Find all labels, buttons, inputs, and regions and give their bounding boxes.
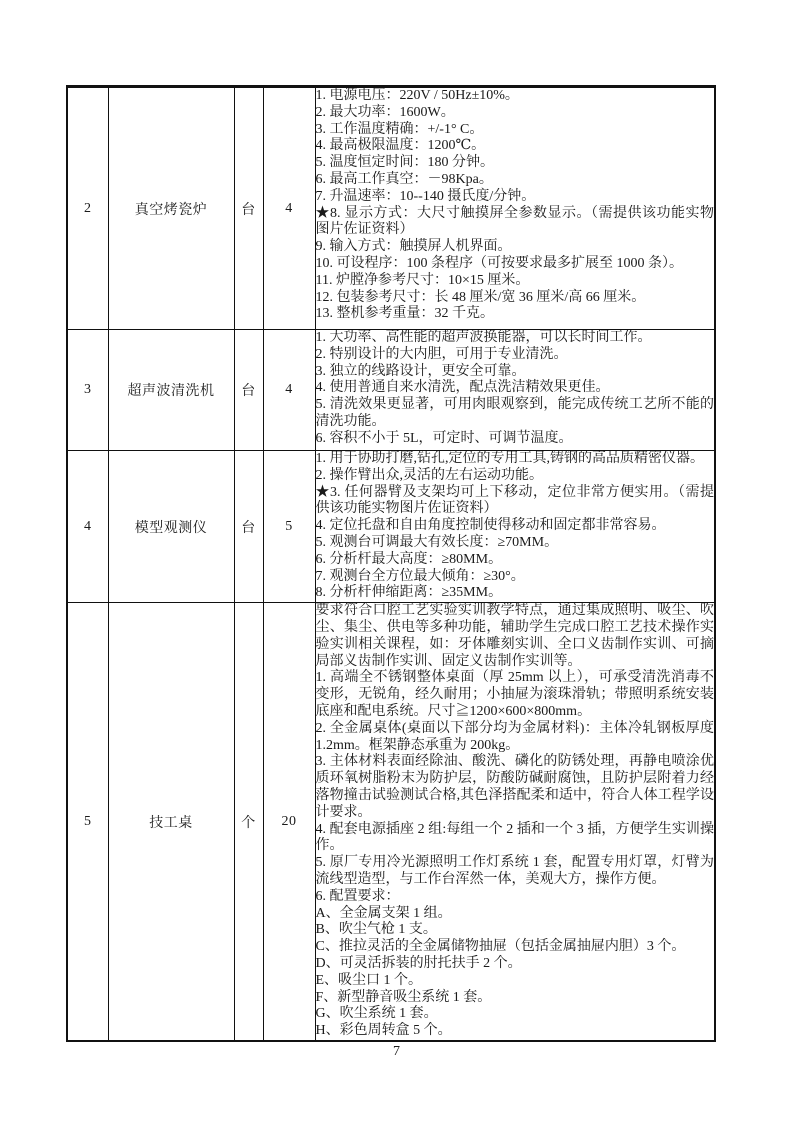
spec-line: 1. 电源电压：220V / 50Hz±10%。	[315, 88, 519, 103]
unit-cell: 台	[234, 451, 263, 603]
spec-line: 1. 大功率、高性能的超声波换能器，可以长时间工作。	[315, 330, 652, 345]
spec-line: 12. 包装参考尺寸：长 48 厘米/宽 36 厘米/高 66 厘米。	[315, 289, 646, 305]
spec-line: 6. 配置要求：	[315, 888, 400, 904]
spec-line: 2. 全金属桌体(桌面以下部分均为金属材料)：主体冷轧钢板厚度 1.2mm。框架静态承重为 200kg。	[315, 720, 714, 753]
spec-line: 5. 原厂专用冷光源照明工作灯系统 1 套，配置专用灯罩，灯臂为流线型造型，与工作台浑然一体，美观大方，操作方便。	[315, 855, 714, 887]
spec-line: 3. 主体材料表面经除油、酸洗、磷化的防锈处理，再静电喷涂优质环氧树脂粉末为防护层，防酸防碱耐腐蚀，且防护层附着力经落物撞击试验测试合格,其色泽搭配柔和适中，符合人体工程学设计要求。	[315, 754, 714, 820]
unit-cell: 台	[234, 87, 263, 330]
specs-cell	[315, 603, 715, 1041]
spec-line: A、全金属支架 1 组。	[315, 905, 452, 921]
spec-line: 8. 分析杆伸缩距离：≥35MM。	[315, 585, 503, 601]
row-number-cell: 4	[67, 451, 108, 603]
table-row	[67, 87, 715, 330]
spec-line: 4. 配套电源插座 2 组:每组一个 2 插和一个 3 插，方便学生实训操作。	[315, 821, 714, 854]
spec-line: H、彩色周转盒 5 个。	[315, 1023, 452, 1039]
spec-line: 6. 分析杆最大高度：≥80MM。	[315, 551, 503, 567]
spec-line: 4. 定位托盘和自由角度控制使得移动和固定都非常容易。	[315, 518, 666, 534]
quantity-cell: 4	[263, 330, 315, 451]
spec-line: 5. 温度恒定时间：180 分钟。	[315, 155, 494, 171]
spec-line: 6. 容积不小于 5L，可定时、可调节温度。	[315, 430, 573, 446]
quantity-cell: 4	[263, 87, 315, 330]
spec-line: 1. 高端全不锈钢整体桌面（厚 25mm 以上），可承受清洗消毒不变形，无锐角，经久耐用；小抽屉为滚珠滑轨；带照明系统安装底座和配电系统。尺寸≧1200×600×800mm。	[315, 670, 714, 719]
spec-line: ★8. 显示方式：大尺寸触摸屏全参数显示。（需提供该功能实物图片佐证资料）	[315, 205, 714, 238]
equipment-name-cell: 真空烤瓷炉	[108, 87, 234, 330]
specs-cell	[315, 451, 715, 603]
spec-line: G、吹尘系统 1 套。	[315, 1006, 438, 1022]
unit-cell: 台	[234, 330, 263, 451]
spec-line: 5. 观测台可调最大有效长度：≥70MM。	[315, 534, 559, 550]
spec-line: 7. 观测台全方位最大倾角：≥30°。	[315, 568, 525, 584]
spec-line: 11. 炉膛净参考尺寸：10×15 厘米。	[315, 272, 530, 288]
spec-line: 3. 工作温度精确：+/-1° C。	[315, 121, 484, 137]
table-row	[67, 451, 715, 603]
equipment-name-cell: 技工桌	[108, 603, 234, 1041]
equipment-name-cell: 超声波清洗机	[108, 330, 234, 451]
spec-line: 9. 输入方式：触摸屏人机界面。	[315, 239, 512, 255]
spec-line: 2. 操作臂出众,灵活的左右运动功能。	[315, 467, 543, 483]
equipment-name-cell: 模型观测仪	[108, 451, 234, 603]
spec-line: ★3. 任何器臂及支架均可上下移动，定位非常方便实用。（需提供该功能实物图片佐证资料）	[315, 484, 714, 517]
spec-line: 2. 特别设计的大内胆，可用于专业清洗。	[315, 346, 568, 362]
spec-line: E、吸尘口 1 个。	[315, 972, 423, 988]
specs-cell	[315, 87, 715, 330]
spec-line: 7. 升温速率：10--140 摄氏度/分钟。	[315, 188, 536, 204]
quantity-cell: 5	[263, 451, 315, 603]
spec-line: 要求符合口腔工艺实验实训教学特点，通过集成照明、吸尘、吹尘、集尘、供电等多种功能，辅助学生完成口腔工艺技术操作实验实训相关课程，如：牙体雕刻实训、全口义齿制作实训、可摘局部义齿制作实训、固定义齿制作实训等。	[315, 603, 714, 669]
spec-line: 13. 整机参考重量：32 千克。	[315, 306, 494, 322]
spec-line: 2. 最大功率：1600W。	[315, 104, 455, 120]
spec-line: 6. 最高工作真空：－98Kpa。	[315, 171, 493, 187]
row-number-cell: 3	[67, 330, 108, 451]
specs-cell	[315, 330, 715, 451]
spec-line: B、吹尘气枪 1 支。	[315, 922, 437, 938]
table-row	[67, 330, 715, 451]
spec-line: 3. 独立的线路设计，更安全可靠。	[315, 363, 526, 379]
equipment-spec-table	[66, 85, 716, 1042]
row-number-cell: 5	[67, 603, 108, 1041]
spec-line: 10. 可设程序：100 条程序（可按要求最多扩展至 1000 条）。	[315, 255, 683, 271]
spec-line: C、推拉灵活的全金属储物抽屉（包括金属抽屉内胆）3 个。	[315, 939, 686, 955]
spec-line: 5. 清洗效果更显著，可用肉眼观察到，能完成传统工艺所不能的清洗功能。	[315, 397, 714, 429]
unit-cell: 个	[234, 603, 263, 1041]
spec-line: 1. 用于协助打磨,钻孔,定位的专用工具,铸钢的高品质精密仪器。	[315, 451, 704, 466]
spec-line: F、新型静音吸尘系统 1 套。	[315, 989, 492, 1005]
row-number-cell: 2	[67, 87, 108, 330]
spec-line: D、可灵活拆装的肘托扶手 2 个。	[315, 955, 522, 971]
spec-line: 4. 使用普通自来水清洗，配点洗洁精效果更佳。	[315, 380, 610, 396]
page-number: 7	[393, 1044, 400, 1059]
table-row	[67, 603, 715, 1041]
spec-line: 4. 最高极限温度：1200℃。	[315, 138, 486, 154]
quantity-cell: 20	[263, 603, 315, 1041]
